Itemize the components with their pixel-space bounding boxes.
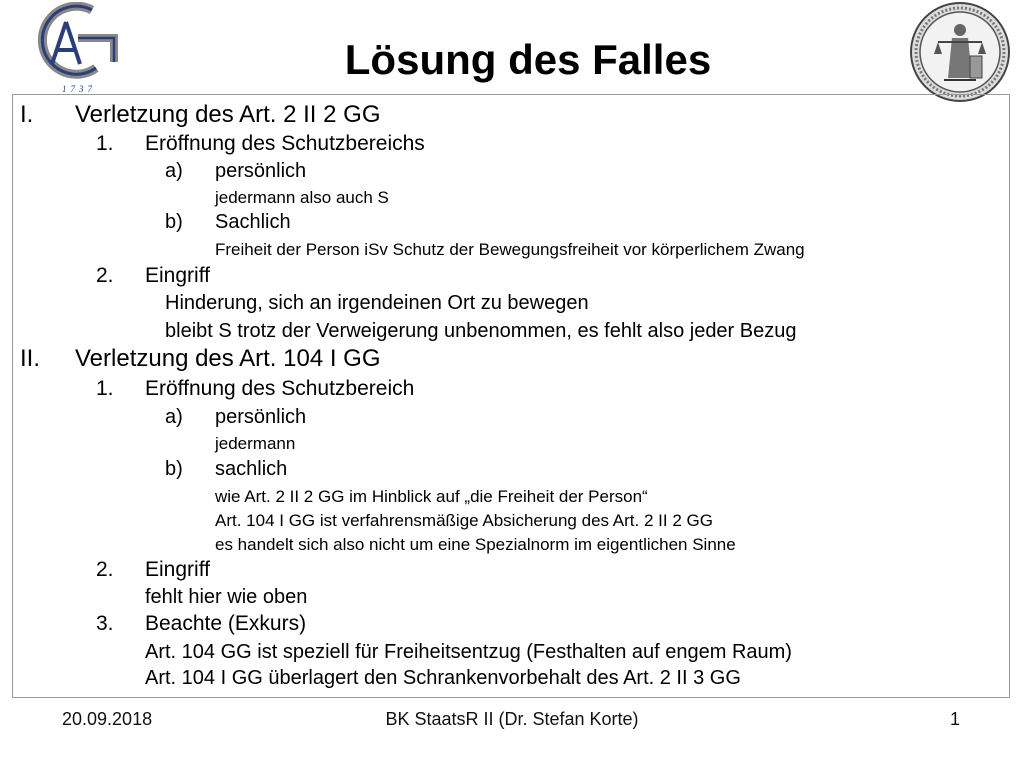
subitem-label: Sachlich (215, 211, 291, 233)
item-text: bleibt S trotz der Verweigerung unbenommen, es fehlt also jeder Bezug (165, 320, 797, 342)
item-text: Hinderung, sich an irgendeinen Ort zu bewegen (165, 292, 589, 314)
subitem-text: jedermann also auch S (215, 188, 389, 207)
footer-page-number: 1 (950, 709, 961, 729)
subitem-marker: b) (165, 211, 183, 233)
item-heading: Eröffnung des Schutzbereich (145, 377, 415, 400)
subitem-text: es handelt sich also nicht um eine Spezialnorm im eigentlichen Sinne (215, 535, 736, 554)
item-marker: 1. (96, 132, 114, 155)
logo-year-text: 1737 (62, 84, 96, 94)
subitem-label: persönlich (215, 406, 307, 428)
subitem-text: jedermann (215, 434, 296, 453)
item-text: fehlt hier wie oben (145, 586, 308, 608)
subitem-label: sachlich (215, 458, 288, 480)
section-marker: I. (20, 101, 34, 128)
section-marker: II. (20, 345, 41, 372)
item-heading: Eingriff (145, 558, 210, 581)
subitem-text: wie Art. 2 II 2 GG im Hinblick auf „die Freiheit der Person“ (215, 487, 648, 506)
page-title: Lösung des Falles (344, 36, 712, 83)
item-text: Art. 104 I GG überlagert den Schrankenvorbehalt des Art. 2 II 3 GG (145, 667, 741, 689)
subitem-text: Freiheit der Person iSv Schutz der Bewegungsfreiheit vor körperlichem Zwang (215, 240, 805, 259)
item-marker: 3. (96, 612, 114, 635)
item-marker: 2. (96, 264, 114, 287)
item-heading: Eröffnung des Schutzbereichs (145, 132, 425, 155)
subitem-label: persönlich (215, 160, 307, 182)
item-marker: 2. (96, 558, 114, 581)
item-marker: 1. (96, 377, 114, 400)
item-text: Art. 104 GG ist speziell für Freiheitsentzug (Festhalten auf engem Raum) (145, 641, 792, 663)
subitem-marker: a) (165, 406, 183, 428)
subitem-marker: b) (165, 458, 183, 480)
subitem-text: Art. 104 I GG ist verfahrensmäßige Absicherung des Art. 2 II 2 GG (215, 511, 713, 530)
footer-date: 20.09.2018 (62, 709, 153, 729)
item-heading: Beachte (Exkurs) (145, 612, 307, 635)
section-heading: Verletzung des Art. 104 I GG (75, 345, 381, 372)
subitem-marker: a) (165, 160, 183, 182)
item-heading: Eingriff (145, 264, 210, 287)
section-heading: Verletzung des Art. 2 II 2 GG (75, 101, 381, 128)
footer-course: BK StaatsR II (Dr. Stefan Korte) (385, 709, 639, 729)
